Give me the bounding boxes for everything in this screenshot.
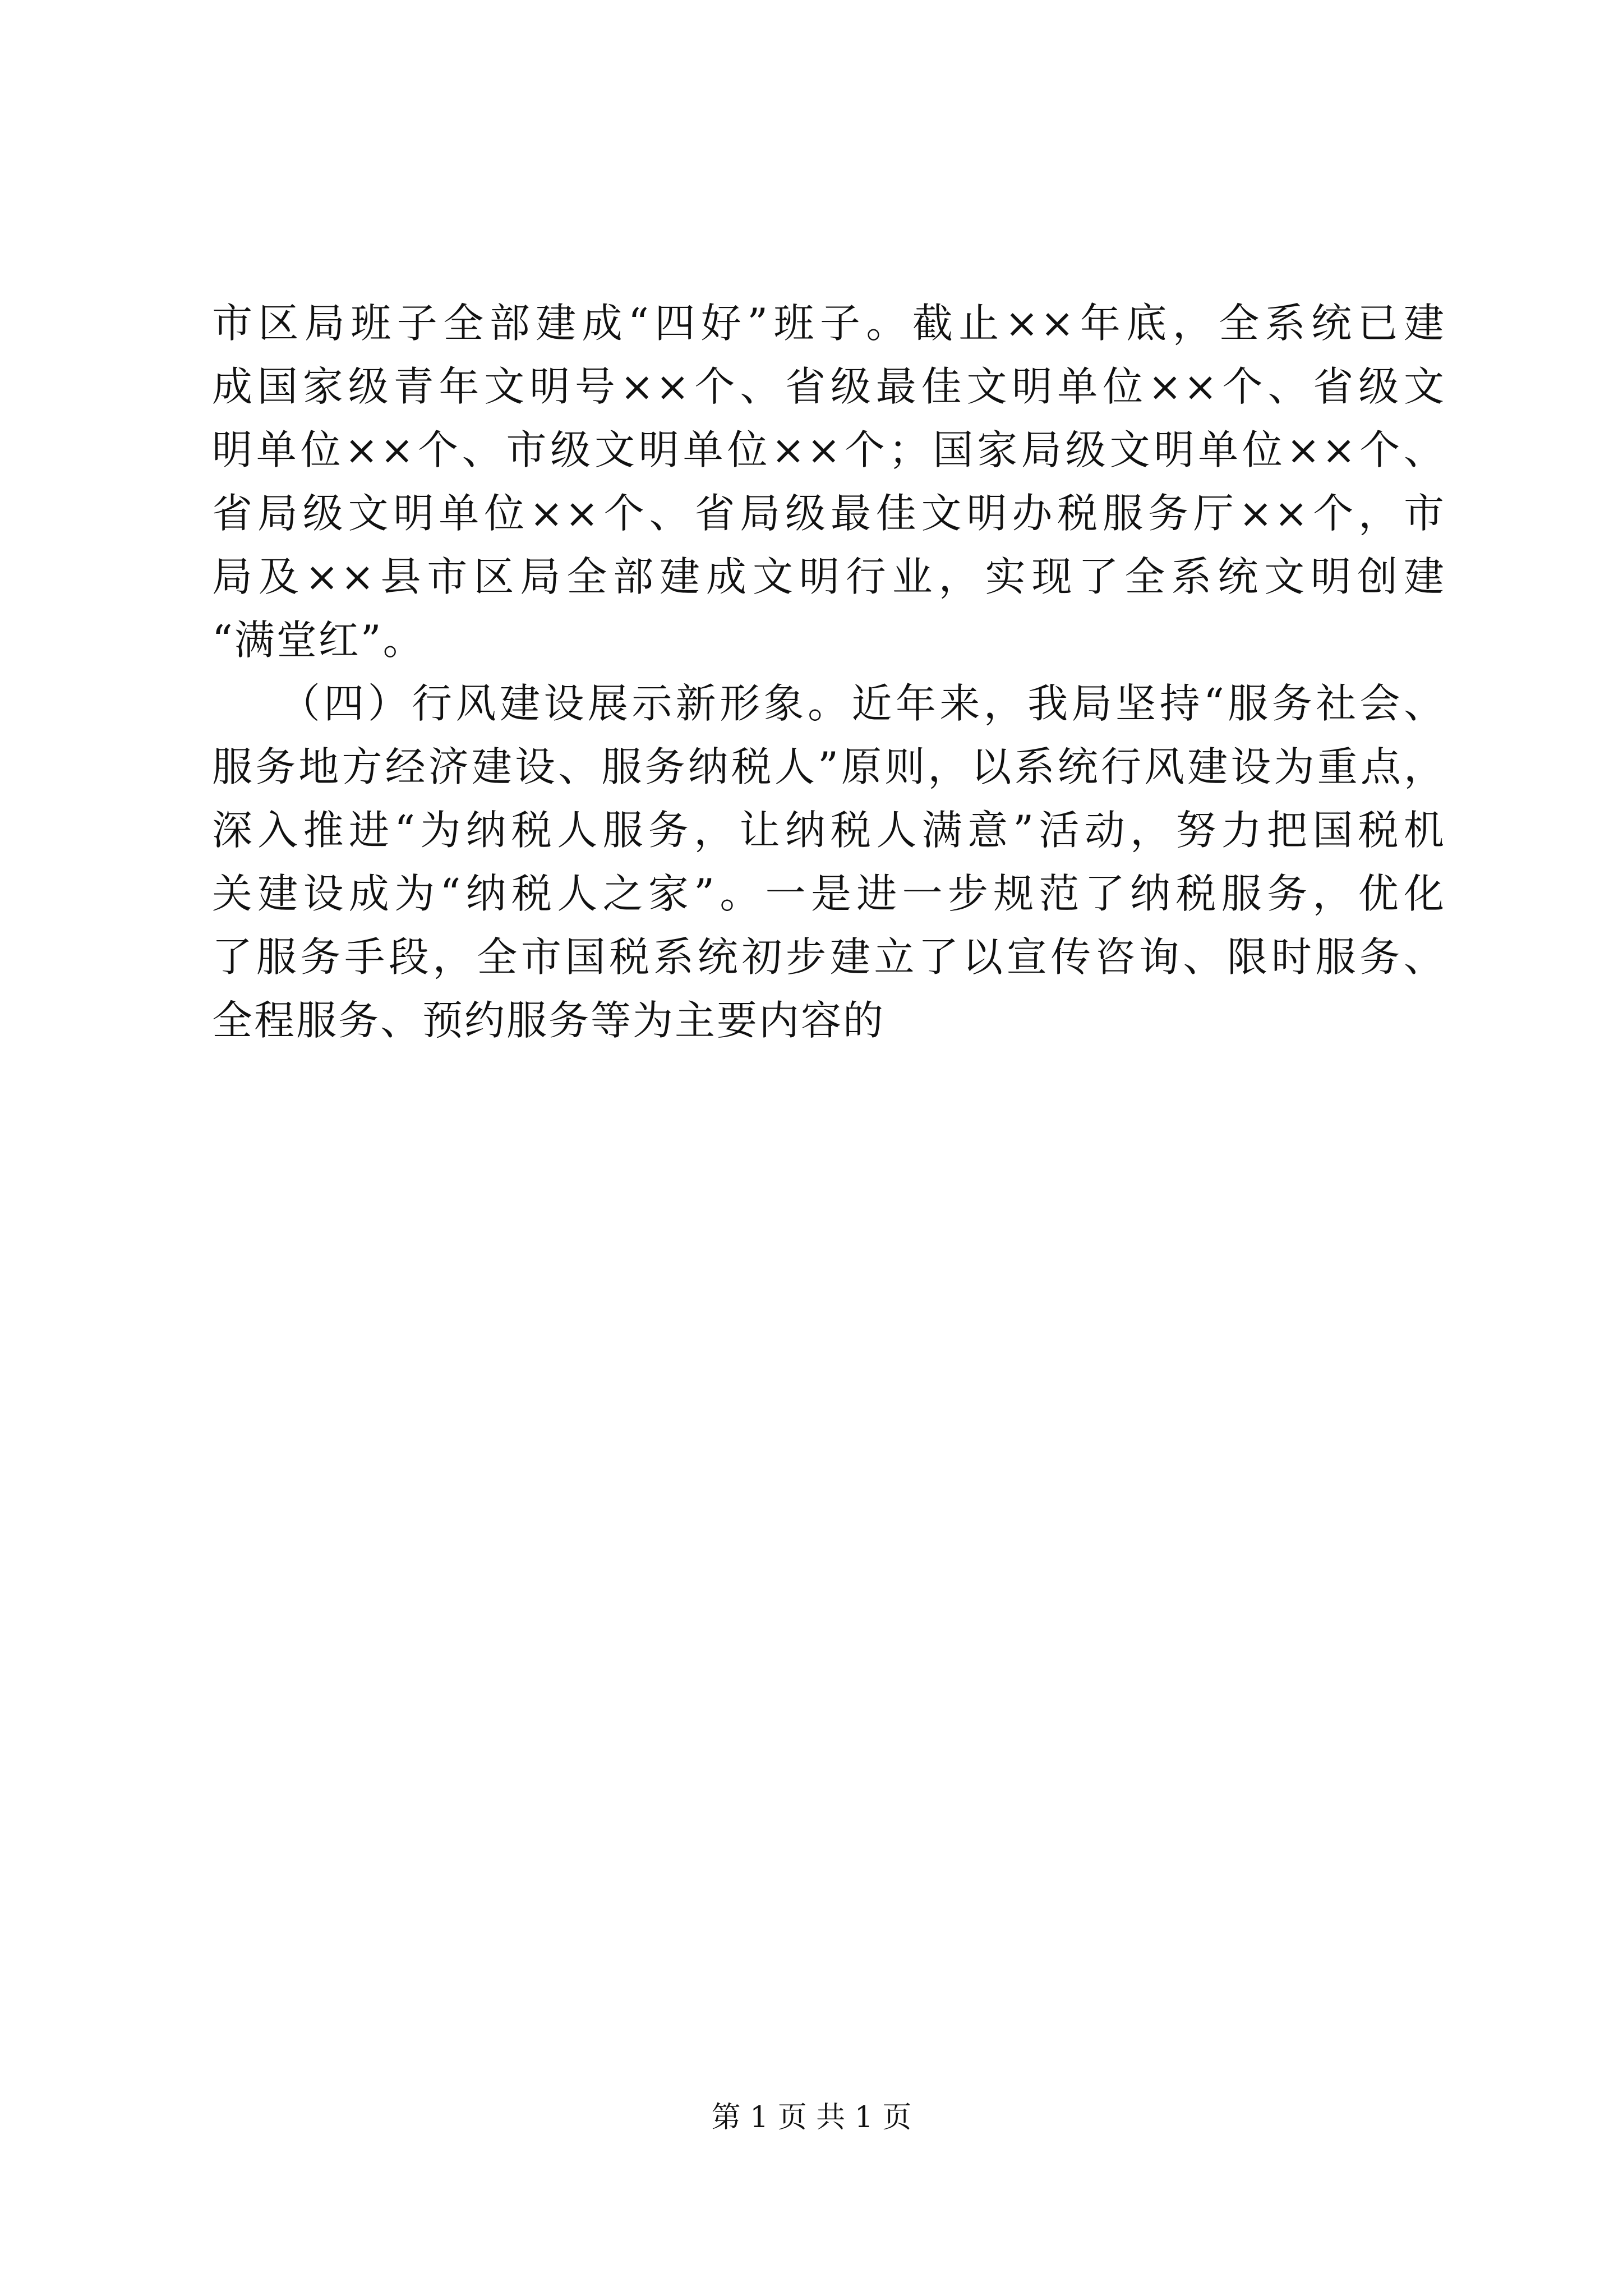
body-text xyxy=(212,292,1446,1052)
text-line: （四）行风建设展示新形象。近年来，我局坚持“服务社会、 xyxy=(212,680,1446,727)
text-line: 服务地方经济建设、服务纳税人”原则，以系统行风建设为重点， xyxy=(212,743,1446,790)
page-footer: 第 1 页 共 1 页 xyxy=(711,2101,912,2134)
text-line: 全程服务、预约服务等为主要内容的 xyxy=(212,997,886,1044)
text-line: 明单位××个、市级文明单位××个；国家局级文明单位××个、 xyxy=(212,426,1446,473)
text-line: 了服务手段，全市国税系统初步建立了以宣传咨询、限时服务、 xyxy=(212,933,1446,981)
text-line: “满堂红”。 xyxy=(212,616,425,664)
text-line: 市区局班子全部建成“四好”班子。截止××年底，全系统已建 xyxy=(212,300,1446,347)
text-line: 成国家级青年文明号××个、省级最佳文明单位××个、省级文 xyxy=(212,363,1446,410)
text-line: 局及××县市区局全部建成文明行业，实现了全系统文明创建 xyxy=(212,553,1446,600)
text-line: 关建设成为“纳税人之家”。一是进一步规范了纳税服务，优化 xyxy=(212,870,1446,917)
text-line: 深入推进“为纳税人服务，让纳税人满意”活动，努力把国税机 xyxy=(212,807,1446,854)
text-line: 省局级文明单位××个、省局级最佳文明办税服务厅××个，市 xyxy=(212,490,1446,537)
